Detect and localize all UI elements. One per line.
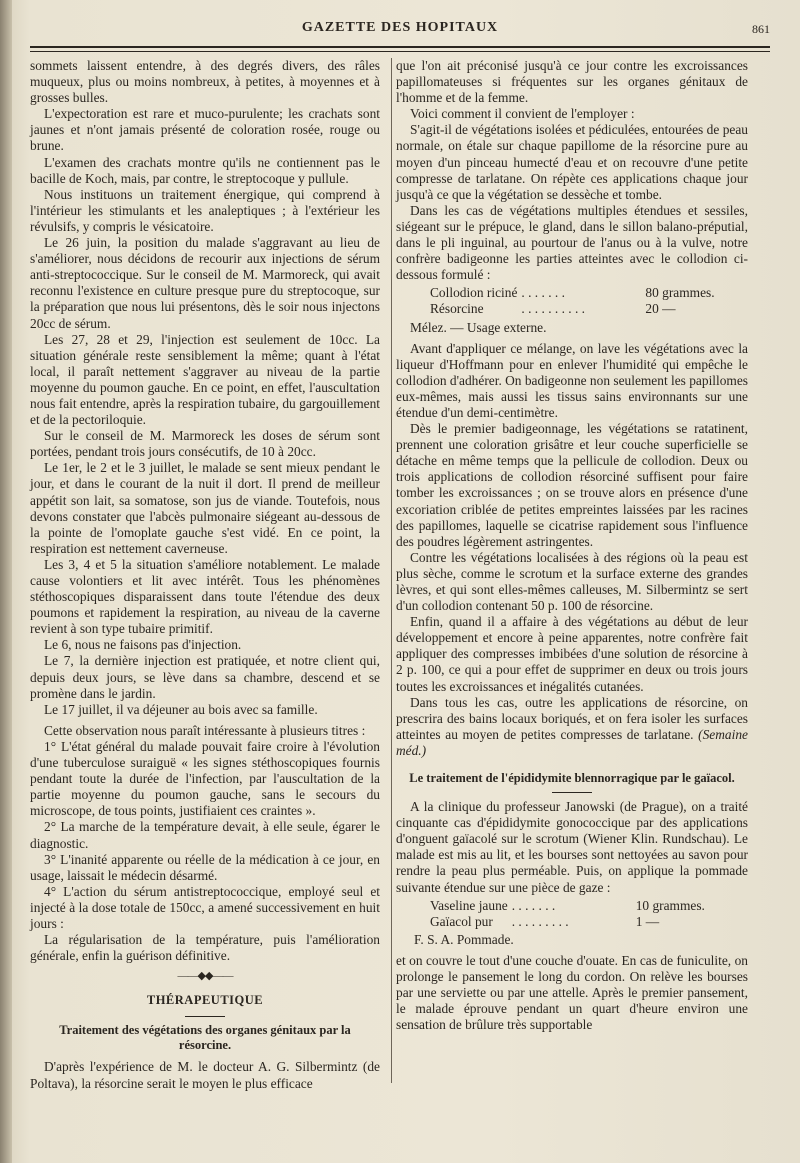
right-column (396, 58, 748, 1033)
source-citation: (Semaine méd.) (396, 726, 748, 758)
paragraph: Le 7, la dernière injection est pratiquée, et notre client qui, depuis deux jours, se lève dans sa chambre, descend et se promène dans le jardin. (30, 653, 380, 701)
paragraph: Le 1er, le 2 et le 3 juillet, le malade se sent mieux pendant le jour, et dans le courant de la nuit il dort. Il prend de meilleur appétit son lait, sa somatose, son jus de viande. Toutefois, nous devons constater que l'abcès pulmonaire siégeant au-dessous de la pointe de l'omoplate gauche s'est vidé. En ce point, la respiration est nettement caverneuse. (30, 460, 380, 556)
paragraph: Voici comment il convient de l'employer : (410, 106, 635, 122)
section-heading: THÉRAPEUTIQUE (146, 993, 264, 1008)
recipe-ingredient: Résorcine (430, 301, 484, 317)
recipe-dots: . . . . . . . . . . (521, 301, 586, 317)
paragraph: 3° L'inanité apparente ou réelle de la médication à ce jour, en usage, laissait le médecin désarmé. (30, 851, 380, 883)
paragraph: La régularisation de la température, puis l'amélioration générale, enfin la guérison définitive. (30, 932, 380, 964)
left-column (30, 58, 380, 1092)
recipe-row (430, 285, 715, 301)
recipe-quantity: 80 grammes. (645, 285, 715, 301)
paragraph: D'après l'expérience de M. le docteur A. G. Silbermintz (de Poltava), la résorcine serait le moyen le plus efficace (30, 1059, 380, 1091)
paragraph: Enfin, quand il a affaire à des végétations au début de leur développement et encore à peine apparentes, notre confrère fait appliquer des compresses imbibées d'une solution de résorcine à 2 p. 100, ce qui a pour effet de supprimer en deux ou trois jours toutes les excroissances et inégalités cutanées. (396, 614, 748, 694)
recipe-table (430, 898, 705, 930)
paragraph: 4° L'action du sérum antistreptococcique, employé seul et injecté à la dose totale de 150cc, a amené successivement en huit jours : (30, 883, 380, 931)
recipe-table (430, 285, 715, 317)
paragraph: L'expectoration est rare et muco-purulente; les crachats sont jaunes et n'ont jamais présenté de coloration rosée, rouge ou brune. (30, 106, 380, 154)
paragraph-text: Dans tous les cas, outre les applications de résorcine, on prescrira des bains locaux boriqués, et on fera isoler les surfaces atteintes au moyen de petites compresses de tarlatane. (396, 694, 748, 742)
recipe-note: F. S. A. Pommade. (414, 931, 514, 947)
paragraph: et on couvre le tout d'une couche d'ouate. En cas de funiculite, on prolonge le pansement le long du cordon. On relève les bourses par une serviette ou par une attelle. Après le premier pansement, le malade éprouve pendant un quart d'heure environ une sensation de brûlure très supportable (396, 952, 748, 1033)
paragraph: A la clinique du professeur Janowski (de Prague), on a traité cinquante cas d'épididymite gonococcique par des applications d'onguent gaïacolé sur le scrotum (Wiener Klin. Rundschau). Le malade est mis au lit, et les bourses sont nettoyées au savon pour rendre la peau plus perméable. Puis, on applique la pommade suivante étendue sur une pièce de gaze : (396, 799, 748, 895)
recipe-dots: . . . . . . . (521, 285, 565, 301)
paragraph: Le 6, nous ne faisons pas d'injection. (44, 637, 242, 653)
recipe-note: Mélez. — Usage externe. (410, 319, 547, 335)
recipe-row (430, 301, 715, 317)
paragraph: Contre les végétations localisées à des régions où la peau est plus sèche, comme le scrotum et la surface externe des grandes lèvres, et qui sont elles-mêmes calleuses, M. Silbermintz se sert d'un collodion contenant 50 p. 100 de résorcine. (396, 549, 748, 614)
short-rule (552, 792, 592, 793)
section-ornament: ——◆◆—— (177, 970, 233, 983)
page-number: 861 (752, 22, 770, 36)
article-title: Traitement des végétations des organes génitaux par la résorcine. (59, 1023, 351, 1053)
recipe-quantity: 20 — (645, 301, 676, 317)
paragraph: Le 26 juin, la position du malade s'aggravant au lieu de s'améliorer, nous décidons de recourir aux injections de sérum anti-streptococcique. Sur le conseil de M. Marmoreck, qui avait reconnu l'existence en culture presque pure du streptocoque, sur la préparation que nous lui présentons, dès le soir nous injectons 20cc de sérum. (30, 235, 380, 331)
header-rule-thick (30, 46, 770, 48)
paragraph: Nous instituons un traitement énergique, qui comprend à l'intérieur les stimulants et les analeptiques ; à l'extérieur les révulsifs, y compris le vésicatoire. (30, 186, 380, 234)
paragraph: 1° L'état général du malade pouvait faire croire à l'évolution d'une tuberculose suraiguë « les signes stéthoscopiques fournis pendant toute la durée de l'infection, par l'auscultation de la partie moyenne du poumon gauche, sans le secours du microscope, de tous points, justifiaient ces craintes ». (30, 738, 380, 819)
paragraph: que l'on ait préconisé jusqu'à ce jour contre les excroissances papillomateuses si fréquentes sur les organes génitaux de l'homme et de la femme. (396, 58, 748, 106)
paragraph: L'examen des crachats montre qu'ils ne contiennent pas le bacille de Koch, mais, par contre, le streptocoque y pullule. (30, 154, 380, 186)
recipe-ingredient: Gaïacol pur (430, 913, 493, 929)
recipe-quantity: 10 grammes. (635, 897, 705, 913)
paragraph: 2° La marche de la température devait, à elle seule, égarer le diagnostic. (30, 819, 380, 851)
paragraph: Avant d'appliquer ce mélange, on lave les végétations avec la liqueur d'Hoffmann pour en enlever l'humidité qui empêche le collodion d'adhérer. On badigeonne non seulement les papillomes eux-mêmes, mais aussi les tissus sains environnants sur une étendue d'un demi-centimètre. (396, 340, 748, 420)
paragraph (396, 695, 748, 759)
header-rule-thin (30, 51, 770, 52)
paragraph: Dans les cas de végétations multiples étendues et sessiles, siégeant sur le prépuce, le gland, dans le sillon balano-préputial, dans le pli inguinal, au pourtour de l'anus ou à la vulve, notre confrère badigeonne les parties atteintes avec le collodion ci-dessous formulé : (396, 202, 748, 283)
recipe-ingredient: Collodion riciné (430, 285, 518, 301)
recipe-row (430, 898, 705, 914)
paragraph: Dès le premier badigeonnage, les végétations se ratatinent, prennent une coloration grisâtre et leur couche superficielle se détache en même temps que la pellicule de collodion. Deux ou trois applications de collodion résorciné suffisent pour faire tomber les excroissances ; on se trouve alors en présence d'une excoriation criblée de petites empreintes laissées par les racines des papillomes, laquelle se cicatrise rapidement sous l'influence des poudres légèrement astringentes. (396, 421, 748, 549)
paragraph: Le 17 juillet, il va déjeuner au bois avec sa famille. (44, 701, 318, 717)
running-title: GAZETTE DES HOPITAUX (301, 20, 499, 35)
recipe-row (430, 914, 705, 930)
short-rule (185, 1016, 225, 1017)
paragraph: Les 27, 28 et 29, l'injection est seulement de 10cc. La situation générale reste sensiblement la même; quant à l'état local, il paraît nettement s'aggraver au niveau de la partie moyenne du poumon gauche. En ce point, en effet, l'auscultation nous fait entendre, après la respiration tubaire, du gargouillement et de la pectoriloquie. (30, 331, 380, 428)
paragraph: Cette observation nous paraît intéressante à plusieurs titres : (44, 722, 366, 738)
column-divider (391, 58, 392, 1083)
paragraph: Les 3, 4 et 5 la situation s'améliore notablement. Le malade cause volontiers et lit avec intérêt. Tous les phénomènes stéthoscopiques disparaissent dans toute l'étendue des deux poumons et rapidement la respiration, au niveau de la caverne revient à son type tubaire primitif. (30, 556, 380, 637)
paragraph: S'agit-il de végétations isolées et pédiculées, entourées de peau normale, on étale sur chaque papillome de la résorcine pure au moyen d'un pinceau humecté d'eau et on recouvre d'une petite compresse de tarlatane. On répète ces applications chaque jour jusqu'à ce que la végétation se dessèche et tombe. (396, 122, 748, 202)
recipe-ingredient: Vaseline jaune (430, 897, 508, 913)
binding-spine (0, 0, 12, 1163)
paragraph: sommets laissent entendre, à des degrés divers, des râles muqueux, plus ou moins nombreux, à petites, à moyennes et à grosses bulles. (30, 58, 380, 106)
article-title: Le traitement de l'épididymite blennorragique par le gaïacol. (409, 771, 735, 786)
page-header (30, 20, 770, 42)
recipe-dots: . . . . . . . . . (511, 913, 569, 929)
paragraph: Sur le conseil de M. Marmoreck les doses de sérum sont portées, pendant trois jours consécutifs, de 10 à 20cc. (30, 428, 380, 460)
recipe-quantity: 1 — (635, 913, 660, 929)
recipe-dots: . . . . . . . (511, 897, 556, 913)
